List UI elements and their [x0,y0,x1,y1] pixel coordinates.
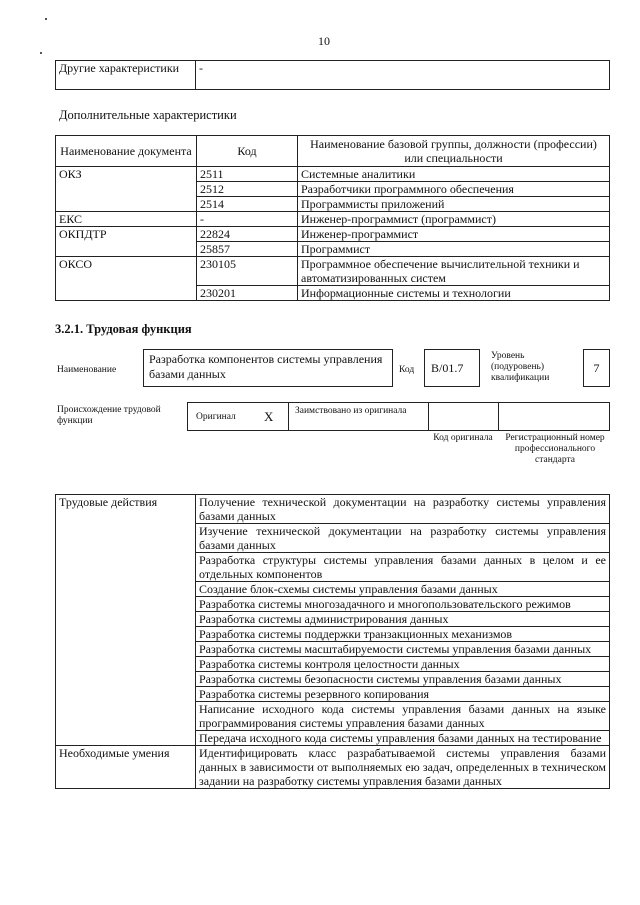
table-row [56,227,610,242]
section-title: 3.2.1. Трудовая функция [55,322,192,336]
code-cell: - [197,212,298,227]
doc-cell: ОКЗ [56,167,197,212]
doc-cell: ОКСО [56,257,197,301]
original-mark: X [264,409,274,424]
registration-number-caption: Регистрационный номер профессионального стандарта [505,433,605,465]
function-name: Разработка компонентов системы управления базами данных [149,352,383,381]
function-code-label: Код [399,365,415,375]
other-characteristics-value: - [196,61,610,90]
origin-divider [288,402,289,431]
group-cell: Программное обеспечение вычислительной техники и автоматизированных систем [298,257,610,286]
additional-characteristics-title: Дополнительные характеристики [59,108,237,122]
group-cell: Информационные системы и технологии [298,286,610,301]
other-characteristics-label: Другие характеристики [56,61,196,90]
labor-action-item: Разработка системы безопасности системы управления базами данных [196,672,610,687]
labor-action-item: Разработка системы многозадачного и многопользовательского режимов [196,597,610,612]
scan-speck [45,18,47,20]
group-cell: Программист [298,242,610,257]
labor-action-item: Передача исходного кода системы управления базами данных на тестирование [196,731,610,746]
labor-action-item: Разработка системы администрирования данных [196,612,610,627]
labor-action-item: Создание блок-схемы системы управления базами данных [196,582,610,597]
group-cell: Разработчики программного обеспечения [298,182,610,197]
doc-cell: ОКПДТР [56,227,197,257]
code-cell: 230105 [197,257,298,286]
doc-cell: ЕКС [56,212,197,227]
qualification-level-label: Уровень (подуровень) квалификации [491,351,550,383]
qualification-level-box [583,349,610,387]
original-label: Оригинал [196,412,236,422]
table-row [56,257,610,286]
origin-label: Происхождение трудовой функции [57,405,161,426]
borrowed-label: Заимствовано из оригинала [295,406,407,416]
table-row [56,746,610,789]
col-header-code: Код [197,136,298,167]
scan-speck [40,52,42,54]
labor-action-item: Разработка системы контроля целостности данных [196,657,610,672]
labor-action-item: Получение технической документации на разработку системы управления базами данных [196,495,610,524]
labor-action-item: Разработка системы масштабируемости системы управления базами данных [196,642,610,657]
code-cell: 25857 [197,242,298,257]
other-characteristics-table [55,60,610,90]
skill-item: Идентифицировать класс разрабатываемой системы управления базами данных в зависимости от выполняемых ею задач, определенных в техническом задании на разработку системы управления базами данных [196,746,610,789]
col-header-group: Наименование базовой группы, должности (профессии) или специальности [298,136,610,167]
col-header-document: Наименование документа [56,136,197,167]
labor-action-item: Изучение технической документации на разработку системы управления базами данных [196,524,610,553]
labor-action-item: Разработка структуры системы управления базами данных в целом и ее отдельных компонентов [196,553,610,582]
origin-divider [428,402,429,431]
labor-action-item: Разработка системы поддержки транзакционных механизмов [196,627,610,642]
additional-characteristics-table [55,135,610,301]
table-row [56,495,610,524]
origin-divider [498,402,499,431]
function-name-label: Наименование [57,365,117,375]
table-row [56,212,610,227]
page-number: 10 [318,34,330,48]
code-cell: 230201 [197,286,298,301]
code-cell: 2511 [197,167,298,182]
labor-function-table [55,494,610,789]
labor-actions-label: Трудовые действия [56,495,196,746]
origin-row [187,402,610,431]
group-cell: Программисты приложений [298,197,610,212]
group-cell: Системные аналитики [298,167,610,182]
labor-action-item: Разработка системы резервного копирования [196,687,610,702]
function-code: B/01.7 [431,361,464,375]
function-name-box [143,349,393,387]
code-cell: 22824 [197,227,298,242]
code-cell: 2512 [197,182,298,197]
code-original-caption: Код оригинала [433,433,493,443]
group-cell: Инженер-программист (программист) [298,212,610,227]
labor-action-item: Написание исходного кода системы управления базами данных на языке программирования системы управления базами данных [196,702,610,731]
group-cell: Инженер-программист [298,227,610,242]
table-row [56,167,610,182]
code-cell: 2514 [197,197,298,212]
function-code-box [424,349,480,387]
skills-label: Необходимые умения [56,746,196,789]
qualification-level: 7 [593,361,600,375]
